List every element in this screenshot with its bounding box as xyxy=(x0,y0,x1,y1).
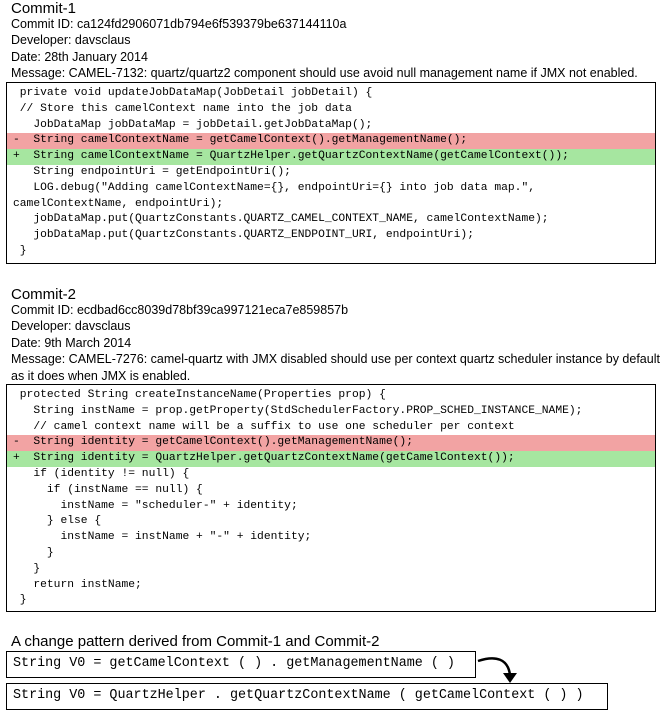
commit2-developer: Developer: davsclaus xyxy=(11,319,131,334)
code-line: } xyxy=(13,594,27,607)
pattern-after-box: String V0 = QuartzHelper . getQuartzContextName ( getCamelContext ( ) ) xyxy=(6,683,608,710)
commit1-code-block xyxy=(6,82,656,264)
commit2-code-block xyxy=(6,384,656,612)
code-line: String instName = prop.getProperty(StdSchedulerFactory.PROP_SCHED_INSTANCE_NAME); xyxy=(13,404,583,417)
commit2-title: Commit-2 xyxy=(11,286,77,303)
commit1-id: Commit ID: ca124fd2906071db794e6f539379be637144110a xyxy=(11,17,347,31)
code-line: // camel context name will be a suffix to use one scheduler per context xyxy=(13,420,515,433)
code-line: LOG.debug("Adding camelContextName={}, endpointUri={} into job data map.", xyxy=(13,181,536,194)
code-line: // Store this camelContext name into the job data xyxy=(13,102,352,115)
commit2-meta xyxy=(11,302,661,384)
code-line: if (instName == null) { xyxy=(13,483,203,496)
added-code-line: + String camelContextName = QuartzHelper.getQuartzContextName(getCamelContext()); xyxy=(7,149,655,165)
commit1-developer: Developer: davsclaus xyxy=(11,33,131,48)
code-line: JobDataMap jobDataMap = jobDetail.getJobDataMap(); xyxy=(13,118,373,131)
code-line: } xyxy=(13,244,27,257)
commit2-date: Date: 9th March 2014 xyxy=(11,335,132,350)
code-line: instName = "scheduler-" + identity; xyxy=(13,499,298,512)
commit1-meta xyxy=(11,16,638,82)
removed-code-line: - String identity = getCamelContext().getManagementName(); xyxy=(7,435,655,451)
code-line: protected String createInstanceName(Properties prop) { xyxy=(13,389,386,401)
code-line: jobDataMap.put(QuartzConstants.QUARTZ_CAMEL_CONTEXT_NAME, camelContextName); xyxy=(13,213,549,226)
commit2-id: Commit ID: ecdbad6cc8039d78bf39ca997121eca7e859857b xyxy=(11,303,349,317)
code-line: return instName; xyxy=(13,578,142,591)
code-line: String endpointUri = getEndpointUri(); xyxy=(13,165,291,178)
code-line: } xyxy=(13,546,54,559)
pattern-before-box: String V0 = getCamelContext ( ) . getManagementName ( ) xyxy=(6,651,476,678)
added-code-line: + String identity = QuartzHelper.getQuartzContextName(getCamelContext()); xyxy=(7,451,655,467)
commit1-message: Message: CAMEL-7132: quartz/quartz2 component should use avoid null management name if JMX not enabled. xyxy=(11,66,638,81)
pattern-title: A change pattern derived from Commit-1 and Commit-2 xyxy=(11,633,380,650)
code-line: } else { xyxy=(13,515,102,528)
code-line: private void updateJobDataMap(JobDetail jobDetail) { xyxy=(13,87,373,99)
code-line: instName = instName + "-" + identity; xyxy=(13,531,312,544)
code-line: jobDataMap.put(QuartzConstants.QUARTZ_ENDPOINT_URI, endpointUri); xyxy=(13,229,474,242)
commit2-message: Message: CAMEL-7276: camel-quartz with JMX disabled should use per context quartz scheduler instance by default as it does when JMX is enabled. xyxy=(11,352,660,383)
code-line: camelContextName, endpointUri); xyxy=(13,197,224,210)
code-line: } xyxy=(13,562,41,575)
removed-code-line: - String camelContextName = getCamelContext().getManagementName(); xyxy=(7,133,655,149)
code-line: if (identity != null) { xyxy=(13,467,190,480)
commit1-title: Commit-1 xyxy=(11,0,77,17)
commit1-date: Date: 28th January 2014 xyxy=(11,49,148,64)
